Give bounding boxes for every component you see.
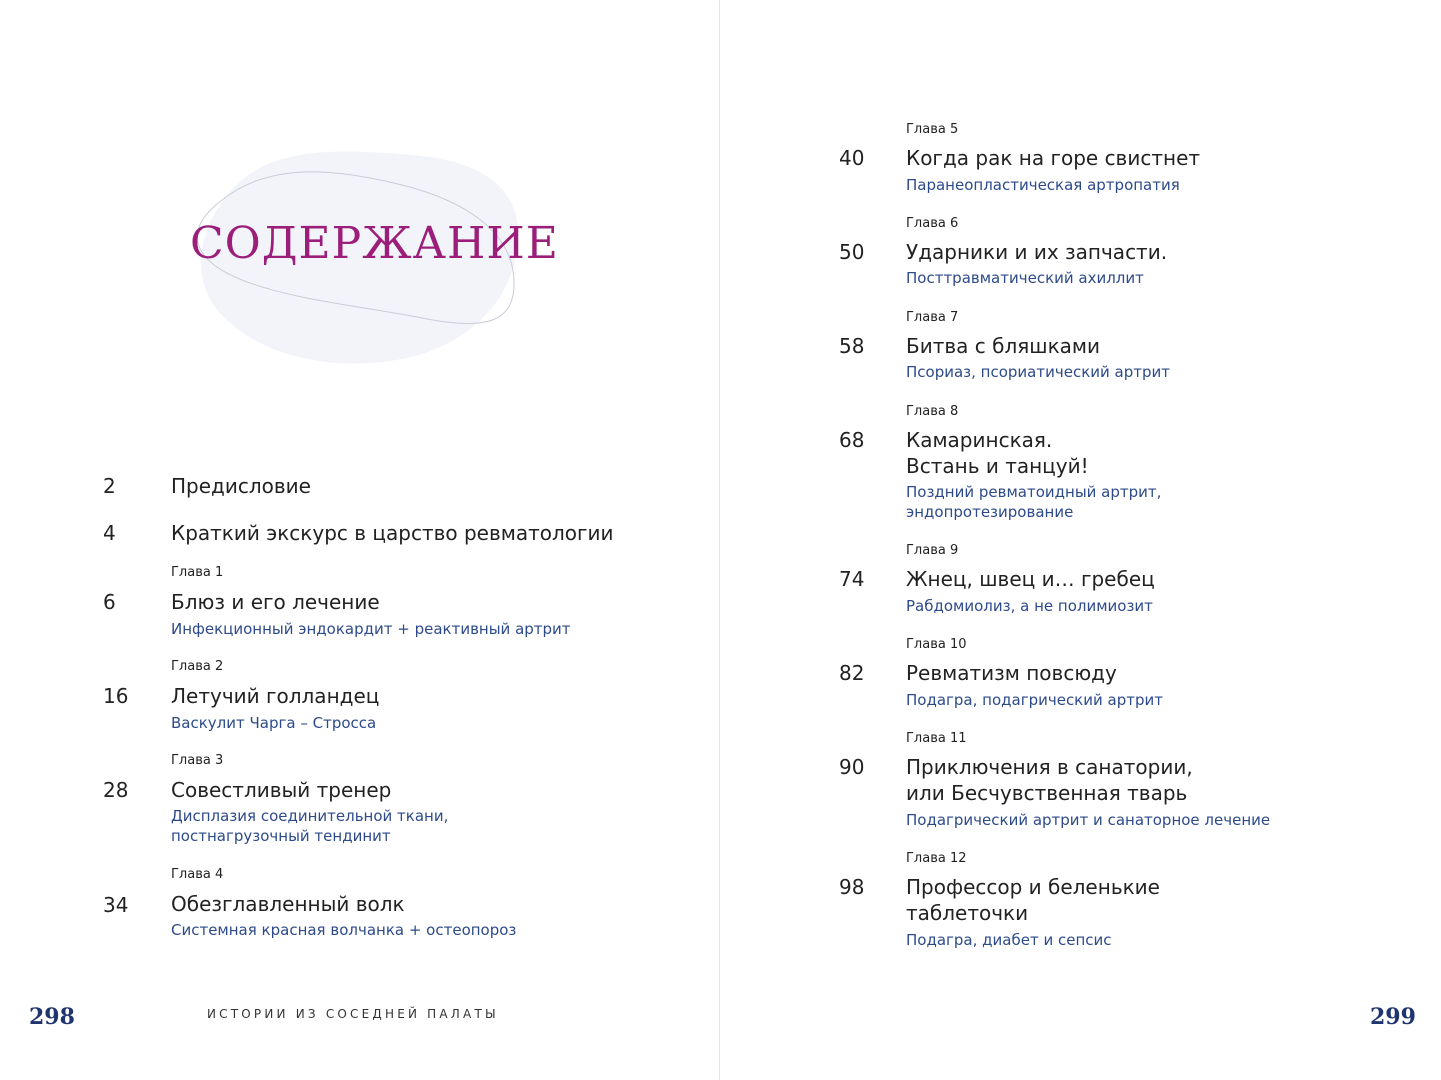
chapter-label: Глава 12 bbox=[906, 851, 967, 866]
entry-subtitle: Рабдомиолиз, а не полимиозит bbox=[906, 597, 1153, 615]
page-number: 74 bbox=[839, 567, 865, 591]
chapter-label: Глава 10 bbox=[906, 637, 967, 652]
chapter-label: Глава 7 bbox=[906, 310, 959, 325]
running-title: ИСТОРИИ ИЗ СОСЕДНЕЙ ПАЛАТЫ bbox=[207, 1007, 499, 1021]
page-number: 58 bbox=[839, 334, 865, 358]
page-number: 40 bbox=[839, 146, 865, 170]
chapter-label: Глава 8 bbox=[906, 404, 959, 419]
page-number: 90 bbox=[839, 755, 865, 779]
page-number: 34 bbox=[103, 893, 129, 917]
page-number: 50 bbox=[839, 240, 865, 264]
entry-subtitle: Паранеопластическая артропатия bbox=[906, 176, 1180, 194]
page-number: 82 bbox=[839, 661, 865, 685]
entry-subtitle: Системная красная волчанка + остеопороз bbox=[171, 921, 517, 939]
entry-subtitle-line2: эндопротезирование bbox=[906, 503, 1074, 521]
page-number: 4 bbox=[103, 521, 116, 545]
page-gutter bbox=[719, 0, 720, 1080]
page-number: 68 bbox=[839, 428, 865, 452]
entry-title: Профессор и беленькие bbox=[906, 875, 1160, 899]
entry-subtitle: Инфекционный эндокардит + реактивный артрит bbox=[171, 620, 571, 638]
entry-title: Когда рак на горе свистнет bbox=[906, 146, 1201, 170]
entry-title-line2: таблеточки bbox=[906, 901, 1029, 925]
entry-title: Обезглавленный волк bbox=[171, 892, 405, 916]
chapter-label: Глава 3 bbox=[171, 753, 224, 768]
entry-title: Битва с бляшками bbox=[906, 334, 1100, 358]
entry-title: Камаринская. bbox=[906, 428, 1053, 452]
chapter-label: Глава 6 bbox=[906, 216, 959, 231]
entry-title: Жнец, швец и… гребец bbox=[906, 567, 1155, 591]
entry-title: Приключения в санатории, bbox=[906, 755, 1193, 779]
entry-title: Ревматизм повсюду bbox=[906, 661, 1117, 685]
page-title: СОДЕРЖАНИЕ bbox=[190, 218, 559, 269]
entry-subtitle: Поздний ревматоидный артрит, bbox=[906, 483, 1162, 501]
entry-subtitle-line2: постнагрузочный тендинит bbox=[171, 827, 391, 845]
chapter-label: Глава 4 bbox=[171, 867, 224, 882]
entry-subtitle: Псориаз, псориатический артрит bbox=[906, 363, 1170, 381]
entry-title: Ударники и их запчасти. bbox=[906, 240, 1168, 264]
chapter-label: Глава 1 bbox=[171, 565, 224, 580]
entry-subtitle: Васкулит Чарга – Стросса bbox=[171, 714, 377, 732]
chapter-label: Глава 2 bbox=[171, 659, 224, 674]
entry-title: Летучий голландец bbox=[171, 684, 380, 708]
entry-title: Совестливый тренер bbox=[171, 778, 392, 802]
right-page bbox=[721, 0, 1441, 1080]
entry-title: Блюз и его лечение bbox=[171, 590, 380, 614]
chapter-label: Глава 5 bbox=[906, 122, 959, 137]
page-number-right: 299 bbox=[1370, 1004, 1416, 1030]
entry-title: Краткий экскурс в царство ревматологии bbox=[171, 521, 614, 545]
page-number: 16 bbox=[103, 684, 129, 708]
entry-subtitle: Посттравматический ахиллит bbox=[906, 269, 1144, 287]
page-number-left: 298 bbox=[29, 1004, 75, 1030]
entry-subtitle: Подагрический артрит и санаторное лечение bbox=[906, 811, 1271, 829]
page-number: 28 bbox=[103, 778, 129, 802]
chapter-label: Глава 9 bbox=[906, 543, 959, 558]
chapter-label: Глава 11 bbox=[906, 731, 967, 746]
entry-title-line2: Встань и танцуй! bbox=[906, 454, 1089, 478]
page-number: 2 bbox=[103, 474, 116, 498]
entry-title-line2: или Бесчувственная тварь bbox=[906, 781, 1188, 805]
page-number: 98 bbox=[839, 875, 865, 899]
left-page bbox=[0, 0, 720, 1080]
entry-subtitle: Подагра, подагрический артрит bbox=[906, 691, 1163, 709]
entry-subtitle: Подагра, диабет и сепсис bbox=[906, 931, 1112, 949]
entry-title: Предисловие bbox=[171, 474, 311, 498]
entry-subtitle: Дисплазия соединительной ткани, bbox=[171, 807, 449, 825]
page-number: 6 bbox=[103, 590, 116, 614]
